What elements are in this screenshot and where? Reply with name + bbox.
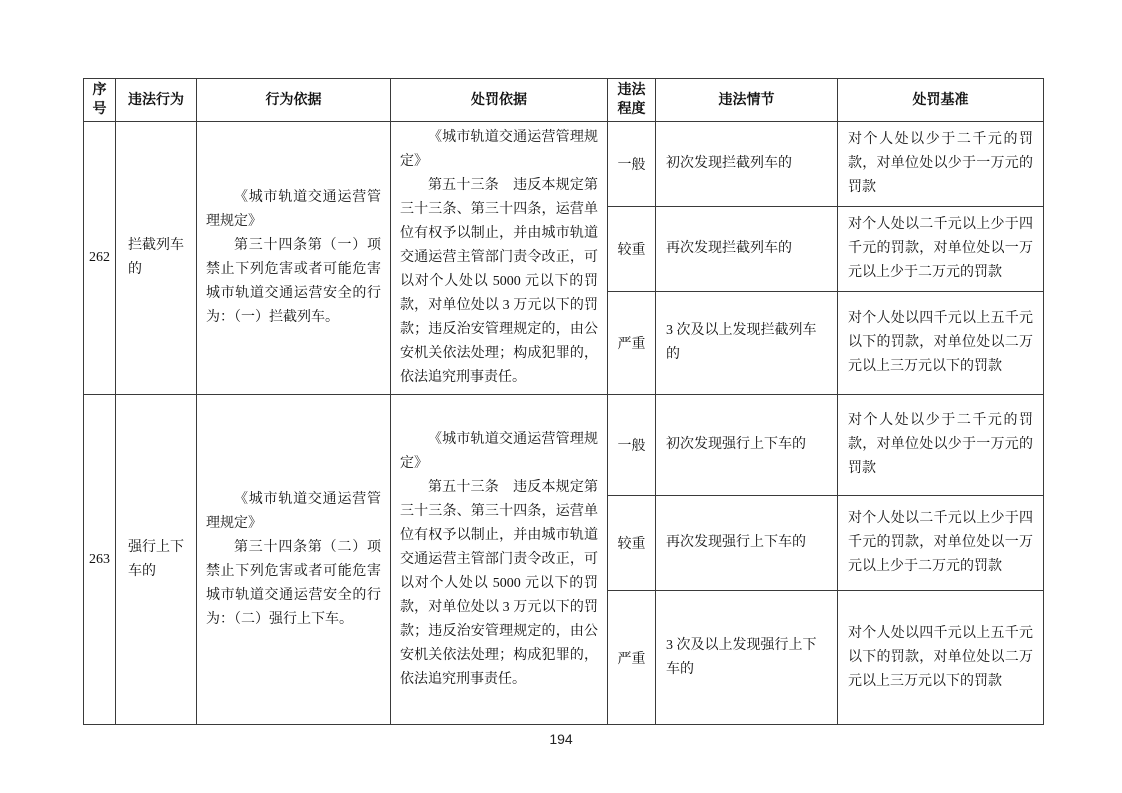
behavior-basis-cell [197, 122, 391, 395]
circumstance-cell: 3 次及以上发现强行上下车的 [656, 591, 838, 725]
header-violation-circumstance: 违法情节 [656, 79, 838, 122]
degree-cell: 严重 [608, 591, 656, 725]
violation-penalty-table [83, 78, 1044, 725]
serial-number-cell: 262 [84, 122, 116, 395]
table-row [84, 122, 1044, 207]
page-number: 194 [549, 731, 573, 747]
standard-cell: 对个人处以四千元以上五千元以下的罚款，对单位处以二万元以上三万元以下的罚款 [838, 591, 1044, 725]
header-violation-degree: 违法程度 [608, 79, 656, 122]
behavior-basis-text: 第三十四条第（一）项禁止下列危害或者可能危害城市轨道交通运营安全的行为：（一）拦截列车。 [206, 238, 381, 325]
behavior-basis-text: 第三十四条第（二）项禁止下列危害或者可能危害城市轨道交通运营安全的行为：（二）强行上下车。 [206, 539, 381, 627]
circumstance-cell: 再次发现强行上下车的 [656, 496, 838, 591]
penalty-basis-title: 《城市轨道交通运营管理规定》 [400, 130, 598, 169]
serial-number-cell: 263 [84, 395, 116, 725]
penalty-basis-title: 《城市轨道交通运营管理规定》 [400, 431, 598, 471]
standard-cell: 对个人处以四千元以上五千元以下的罚款，对单位处以二万元以上三万元以下的罚款 [838, 292, 1044, 395]
circumstance-cell: 初次发现强行上下车的 [656, 395, 838, 496]
penalty-basis-text: 第五十三条 违反本规定第三十三条、第三十四条，运营单位有权予以制止，并由城市轨道交通运营主管部门责令改正，可以对个人处以 5000 元以下的罚款，对单位处以 3 万元以下的罚款；违反治安管理规定的，由公安机关依法处理；构成犯罪的，依法追究刑事责任。 [400, 178, 598, 385]
penalty-basis-cell [391, 122, 608, 395]
degree-cell: 严重 [608, 292, 656, 395]
degree-cell: 较重 [608, 496, 656, 591]
table-header-row [84, 79, 1044, 122]
illegal-behavior-cell: 强行上下车的 [116, 395, 197, 725]
standard-cell: 对个人处以二千元以上少于四千元的罚款，对单位处以一万元以上少于二万元的罚款 [838, 207, 1044, 292]
header-penalty-basis: 处罚依据 [391, 79, 608, 122]
header-penalty-standard: 处罚基准 [838, 79, 1044, 122]
degree-cell: 较重 [608, 207, 656, 292]
circumstance-cell: 3 次及以上发现拦截列车的 [656, 292, 838, 395]
illegal-behavior-cell: 拦截列车的 [116, 122, 197, 395]
behavior-basis-title: 《城市轨道交通运营管理规定》 [206, 190, 381, 229]
behavior-basis-title: 《城市轨道交通运营管理规定》 [206, 491, 381, 531]
header-illegal-behavior: 违法行为 [116, 79, 197, 122]
standard-cell: 对个人处以少于二千元的罚款，对单位处以少于一万元的罚款 [838, 122, 1044, 207]
standard-cell: 对个人处以二千元以上少于四千元的罚款，对单位处以一万元以上少于二万元的罚款 [838, 496, 1044, 591]
degree-cell: 一般 [608, 122, 656, 207]
penalty-basis-cell [391, 395, 608, 725]
penalty-basis-text: 第五十三条 违反本规定第三十三条、第三十四条，运营单位有权予以制止，并由城市轨道交通运营主管部门责令改正，可以对个人处以 5000 元以下的罚款，对单位处以 3 万元以下的罚款；违反治安管理规定的，由公安机关依法处理；构成犯罪的，依法追究刑事责任。 [400, 479, 598, 687]
circumstance-cell: 再次发现拦截列车的 [656, 207, 838, 292]
header-behavior-basis: 行为依据 [197, 79, 391, 122]
header-serial-number: 序号 [84, 79, 116, 122]
standard-cell: 对个人处以少于二千元的罚款，对单位处以少于一万元的罚款 [838, 395, 1044, 496]
degree-cell: 一般 [608, 395, 656, 496]
circumstance-cell: 初次发现拦截列车的 [656, 122, 838, 207]
behavior-basis-cell [197, 395, 391, 725]
table-row [84, 395, 1044, 496]
